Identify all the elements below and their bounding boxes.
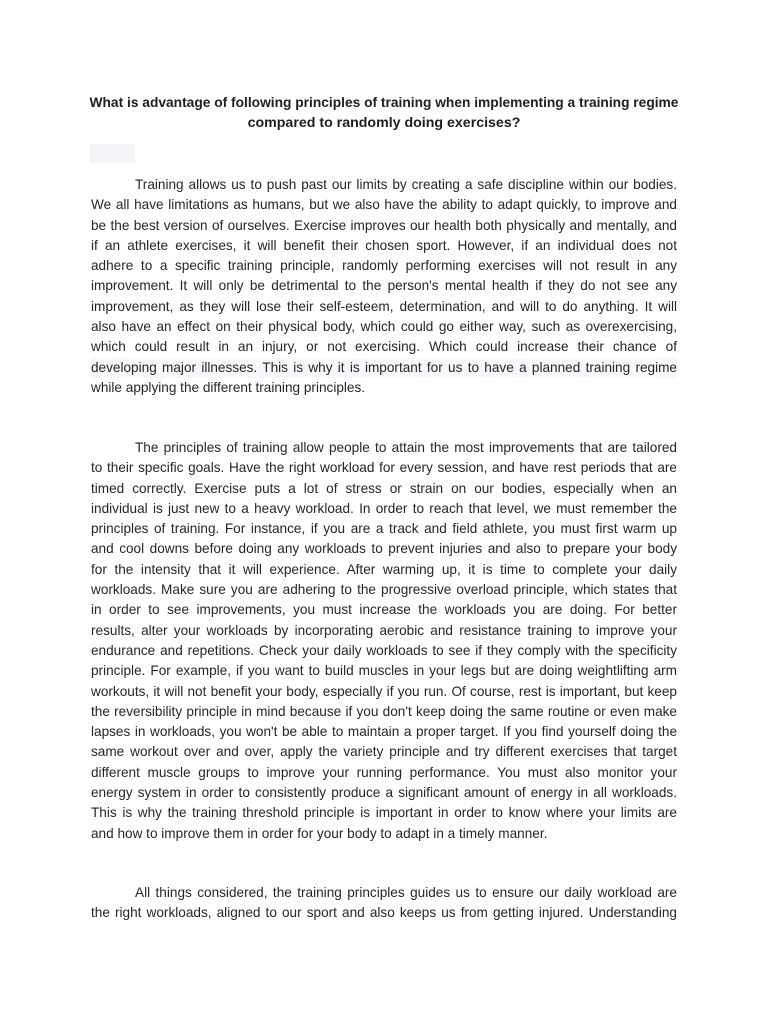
paragraph-line: for the intensity that it will experience. After warming up, it is time to complete your daily	[91, 561, 677, 577]
paragraph-line: also have an effect on their physical body, which could go either way, such as overexercising,	[91, 319, 677, 335]
title-line: What is advantage of following principles of training when implementing a training regime	[89, 95, 679, 110]
paragraph-line: while applying the different training principles.	[91, 379, 366, 395]
paragraph-line: results, alter your workloads by incorporating aerobic and resistance training to improve your	[91, 622, 677, 638]
paragraph-line: Training allows us to push past our limits by creating a safe discipline within our bodies.	[135, 177, 677, 192]
paragraph-line: developing major illnesses. This is why it is important for us to have a planned training regime	[91, 358, 677, 378]
paragraph-line: workouts, it will not benefit your body, especially if you run. Of course, rest is important, but keep	[91, 683, 677, 699]
paragraph-line: to their specific goals. Have the right workload for every session, and have rest periods that are	[91, 460, 677, 476]
paragraph-1	[91, 175, 677, 398]
paragraph-line: This is why the training threshold principle is important in order to know where your limits are	[91, 805, 677, 821]
paragraph-line: energy system in order to consistently produce a significant amount of energy in all workloads.	[91, 785, 677, 801]
paragraph-line: lapses in workloads, you won't be able to maintain a proper target. If you find yourself doing the	[91, 724, 677, 740]
paragraph-line: different muscle groups to improve your running performance. You must also monitor your	[91, 764, 677, 780]
paragraph-line: principle. For example, if you want to build muscles in your legs but are doing weightlifting arm	[91, 663, 677, 679]
paragraph-3	[91, 883, 677, 924]
paragraph-line: workloads. Make sure you are adhering to the progressive overload principle, which states that	[91, 582, 677, 598]
paragraph-2	[91, 438, 677, 844]
paragraph-line: adhere to a specific training principle, randomly performing exercises will not result in any	[91, 258, 677, 274]
paragraph-line: if an athlete exercises, it will benefit their chosen sport. However, if an individual does not	[91, 237, 677, 253]
paragraph-line: All things considered, the training principles guides us to ensure our daily workload are	[135, 885, 677, 900]
paragraph-line: The principles of training allow people to attain the most improvements that are tailored	[135, 440, 677, 455]
paragraph-line: and how to improve them in order for your body to adapt in a timely manner.	[91, 825, 548, 841]
paragraph-line: the reversibility principle in mind because if you don't keep doing the same routine or even make	[91, 703, 677, 719]
paragraph-line: improvement, as they will lose their self-esteem, determination, and will to do anything. It will	[91, 298, 677, 314]
paragraph-line: timed correctly. Exercise puts a lot of stress or strain on our bodies, especially when an	[91, 480, 677, 496]
text-highlight-box	[90, 144, 135, 163]
paragraph-line: in order to see improvements, you must increase the workloads you are doing. For better	[91, 602, 677, 618]
paragraph-line: improvement. It will only be detrimental to the person's mental health if they do not see any	[91, 278, 677, 294]
page-title	[88, 93, 680, 133]
paragraph-line: endurance and repetitions. Check your daily workloads to see if they comply with the specificity	[91, 642, 677, 658]
paragraph-line: same workout over and over, apply the variety principle and try different exercises that target	[91, 744, 677, 760]
title-line: compared to randomly doing exercises?	[247, 115, 521, 131]
paragraph-line: be the best version of ourselves. Exercise improves our health both physically and mentally, and	[91, 217, 677, 233]
paragraph-line: principles of training. For instance, if you are a track and field athlete, you must first warm up	[91, 521, 677, 537]
paragraph-line: and cool downs before doing any workloads to prevent injuries and also to prepare your body	[91, 541, 677, 557]
paragraph-line: We all have limitations as humans, but we also have the ability to adapt quickly, to improve and	[91, 197, 677, 213]
paragraph-line: individual is just new to a heavy workload. In order to reach that level, we must remember the	[91, 500, 677, 516]
paragraph-line: which could result in an injury, or not exercising. Which could increase their chance of	[91, 339, 677, 355]
paragraph-line: the right workloads, aligned to our sport and also keeps us from getting injured. Understanding	[91, 905, 677, 921]
